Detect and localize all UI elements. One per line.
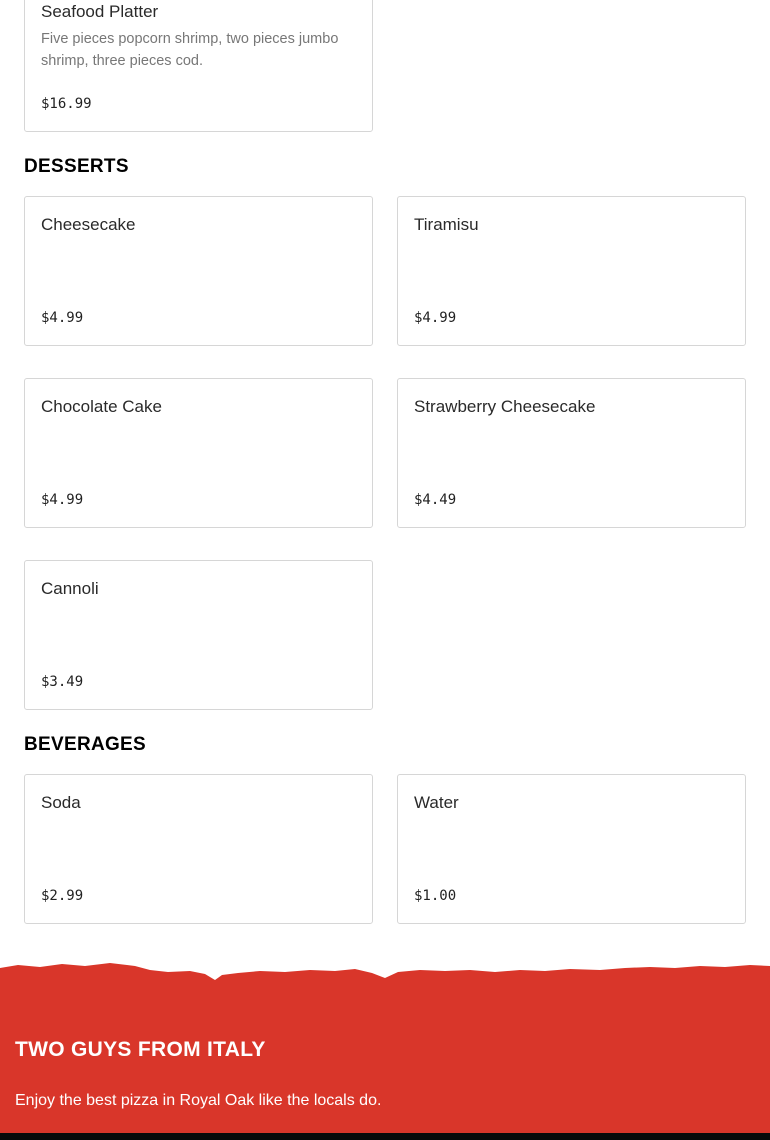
menu-item-price: $1.00 <box>414 888 457 904</box>
menu-item-card[interactable] <box>24 196 373 346</box>
section-title-desserts: DESSERTS <box>24 156 129 177</box>
menu-item-card[interactable] <box>397 774 746 924</box>
footer-bottom-bar <box>0 1133 770 1140</box>
menu-item-name: Chocolate Cake <box>41 397 162 416</box>
menu-item-name: Tiramisu <box>414 215 479 234</box>
menu-item-card[interactable] <box>397 378 746 528</box>
section-title-beverages: BEVERAGES <box>24 734 147 755</box>
menu-item-card[interactable] <box>24 560 373 710</box>
menu-item-name: Cannoli <box>41 579 99 598</box>
menu-item-name: Seafood Platter <box>41 2 159 21</box>
menu-item-price: $4.99 <box>41 310 84 326</box>
menu-item-price: $3.49 <box>41 674 84 690</box>
menu-item-card[interactable] <box>397 196 746 346</box>
site-footer <box>0 960 770 1140</box>
menu-item-card[interactable] <box>24 378 373 528</box>
menu-item-name: Cheesecake <box>41 215 136 234</box>
menu-item-price: $4.49 <box>414 492 457 508</box>
menu-item-description: Five pieces popcorn shrimp, two pieces jumbo shrimp, three pieces cod. <box>41 31 339 69</box>
menu-item-price: $4.99 <box>41 492 84 508</box>
menu-item-card[interactable] <box>24 774 373 924</box>
menu-item-name: Soda <box>41 793 81 812</box>
menu-item-name: Water <box>414 793 459 812</box>
footer-brand-title: TWO GUYS FROM ITALY <box>15 1038 266 1061</box>
menu-item-name: Strawberry Cheesecake <box>414 397 596 416</box>
menu-item-card[interactable] <box>24 0 373 132</box>
menu-item-price: $2.99 <box>41 888 84 904</box>
menu-item-price: $16.99 <box>41 96 92 112</box>
footer-tagline: Enjoy the best pizza in Royal Oak like the locals do. <box>15 1092 382 1109</box>
menu-item-price: $4.99 <box>414 310 457 326</box>
